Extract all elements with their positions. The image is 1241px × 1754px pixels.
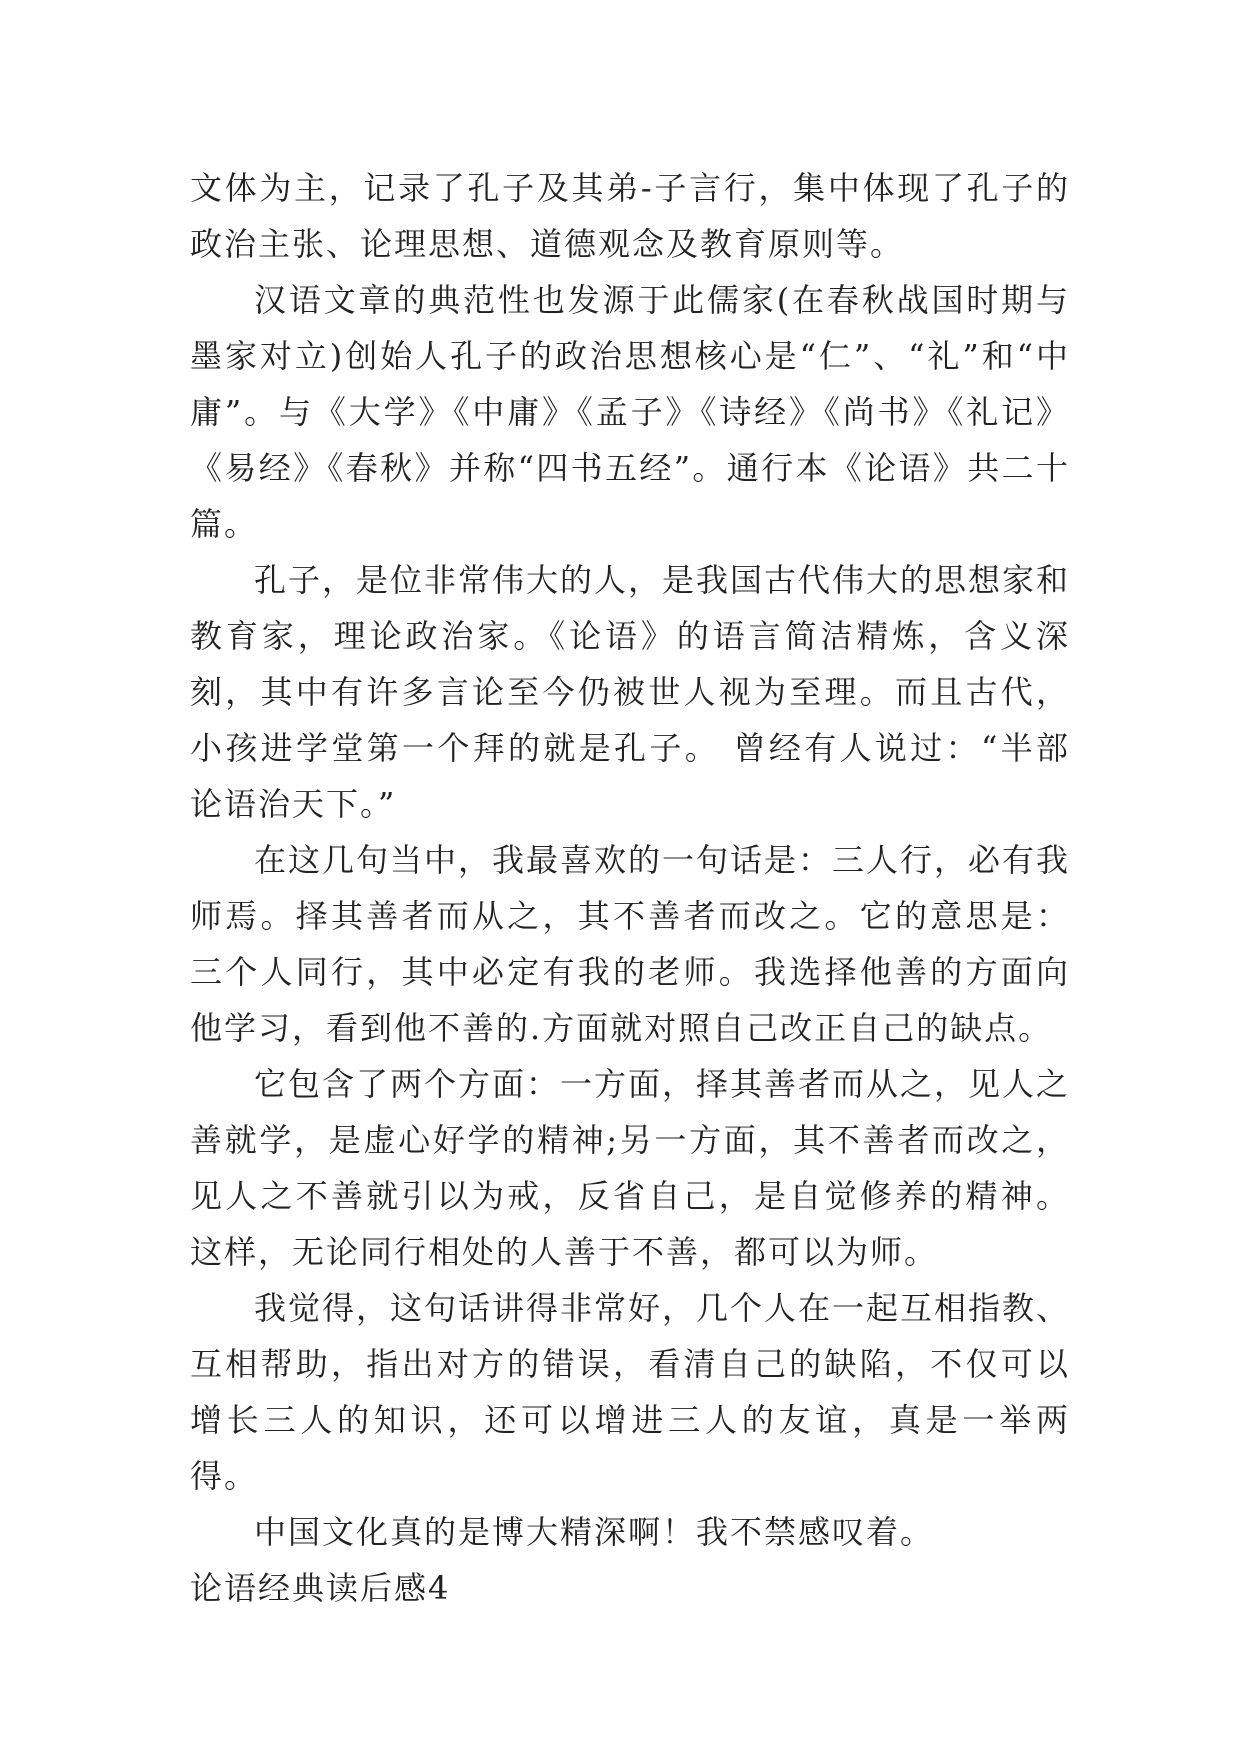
paragraph: 中国文化真的是博大精深啊！我不禁感叹着。: [254, 1513, 935, 1551]
paragraph: 汉语文章的典范性也发源于此儒家(在春秋战国时期与墨家对立)创始人孔子的政治思想核心是“仁”、“礼”和“中庸”。与《大学》《中庸》《孟子》《诗经》《尚书》《礼记》《易经》《春秋》并称“四书五经”。通行本《论语》共二十篇。: [190, 281, 1070, 543]
section-title: 论语经典读后感4: [190, 1569, 451, 1607]
paragraph-continued: 文体为主，记录了孔子及其弟-子言行，集中体现了孔子的政治主张、论理思想、道德观念及教育原则等。: [190, 169, 1070, 263]
paragraph: 孔子，是位非常伟大的人，是我国古代伟大的思想家和教育家，理论政治家。《论语》的语言简洁精炼，含义深刻，其中有许多言论至今仍被世人视为至理。而且古代，小孩进学堂第一个拜的就是孔子。 曾经有人说过：“半部论语治天下。”: [190, 561, 1071, 823]
paragraph: 我觉得，这句话讲得非常好，几个人在一起互相指教、互相帮助，指出对方的错误，看清自己的缺陷，不仅可以增长三人的知识，还可以增进三人的友谊，真是一举两得。: [190, 1289, 1071, 1495]
paragraph: 在这几句当中，我最喜欢的一句话是：三人行，必有我师焉。择其善者而从之，其不善者而改之。它的意思是：三个人同行，其中必定有我的老师。我选择他善的方面向他学习，看到他不善的.方面就对照自己改正自己的缺点。: [190, 841, 1071, 1047]
paragraph: 它包含了两个方面：一方面，择其善者而从之，见人之善就学，是虚心好学的精神;另一方面，其不善者而改之，见人之不善就引以为戒，反省自己，是自觉修养的精神。这样，无论同行相处的人善于不善，都可以为师。: [190, 1065, 1071, 1271]
document-body: [190, 160, 1070, 1616]
